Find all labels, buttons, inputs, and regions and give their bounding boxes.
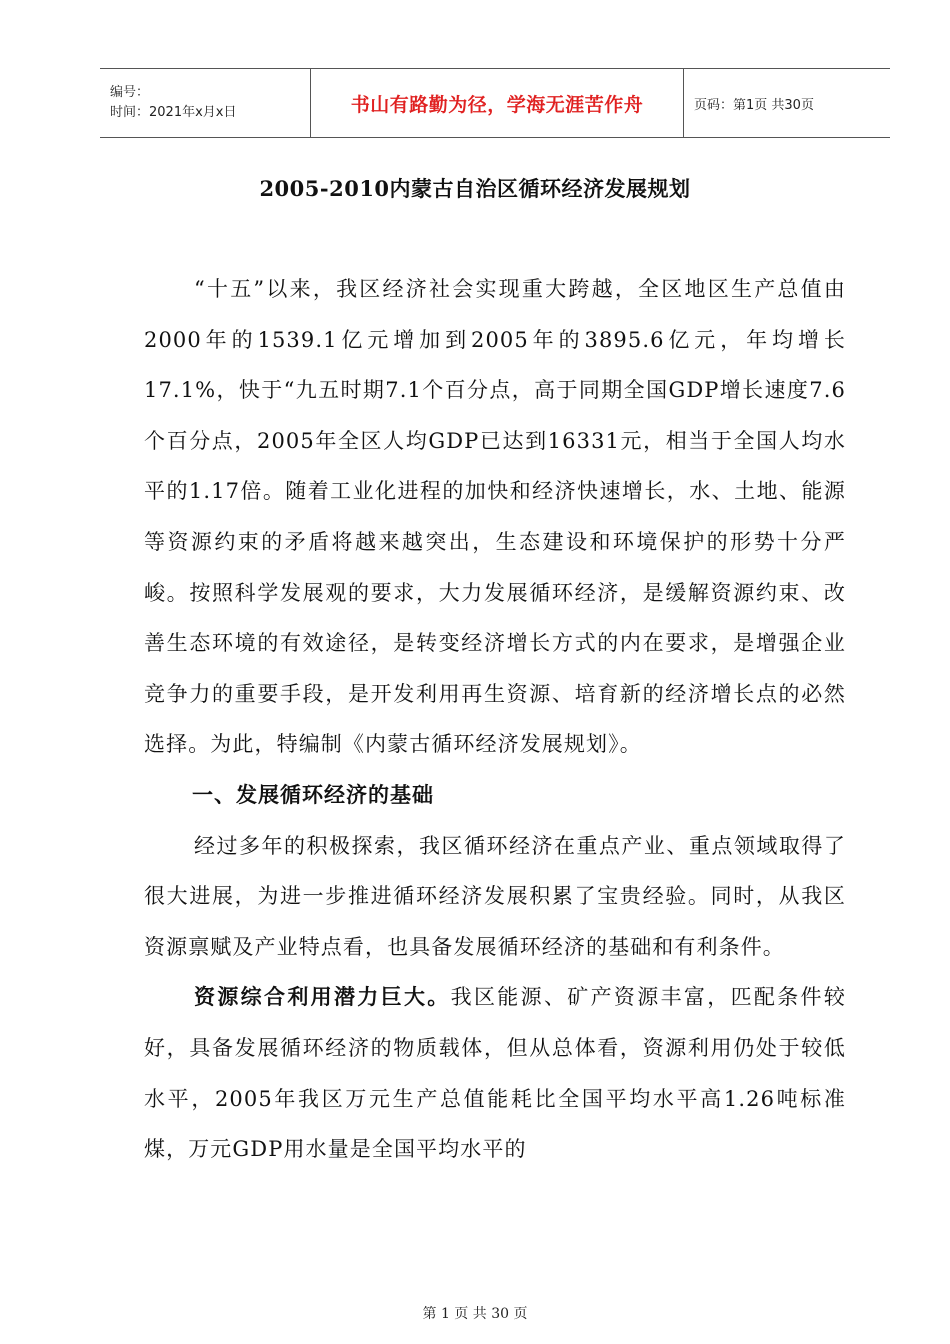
header-page-info	[684, 69, 890, 137]
resource-paragraph	[144, 972, 846, 1174]
time-label: 时间：2021年x月x日	[110, 105, 237, 120]
resource-lead: 资源综合利用潜力巨大。	[194, 985, 451, 1010]
section-heading: 一、发展循环经济的基础	[192, 782, 434, 807]
number-label: 编号：	[110, 85, 150, 100]
resource-text: 我区能源、矿产资源丰富，匹配条件较好，具备发展循环经济的物质载体，但从总体看，资源利用仍处于较低水平，2005年我区万元生产总值能耗比全国平均水平高1.26吨标准煤，万元GDP用水量是全国平均水平的	[144, 985, 846, 1162]
intro-paragraph: “十五”以来，我区经济社会实现重大跨越，全区地区生产总值由2000年的1539.1亿元增加到2005年的3895.6亿元，年均增长17.1%，快于“九五时期7.1个百分点，高于同期全国GDP增长速度7.6个百分点，2005年全区人均GDP已达到16331元，相当于全国人均水平的1.17倍。随着工业化进程的加快和经济快速增长，水、土地、能源等资源约束的矛盾将越来越突出，生态建设和环境保护的形势十分严峻。按照科学发展观的要求，大力发展循环经济，是缓解资源约束、改善生态环境的有效途径，是转变经济增长方式的内在要求，是增强企业竞争力的重要手段，是开发利用再生资源、培育新的经济增长点的必然选择。为此，特编制《内蒙古循环经济发展规划》。	[144, 277, 846, 757]
page-footer: 第 1 页 共 30 页	[422, 1306, 528, 1322]
section-paragraph: 经过多年的积极探索，我区循环经济在重点产业、重点领域取得了很大进展，为进一步推进循环经济发展积累了宝贵经验。同时，从我区资源禀赋及产业特点看，也具备发展循环经济的基础和有利条件。	[144, 833, 846, 959]
motto-text: 书山有路勤为径，学海无涯苦作舟	[350, 93, 644, 116]
document-title: 2005-2010内蒙古自治区循环经济发展规划	[259, 176, 691, 201]
header-motto	[310, 69, 684, 137]
document-body	[144, 264, 846, 1175]
page-header	[100, 68, 890, 138]
header-meta	[100, 69, 310, 137]
page-info-text: 页码：第1页 共30页	[694, 97, 814, 113]
